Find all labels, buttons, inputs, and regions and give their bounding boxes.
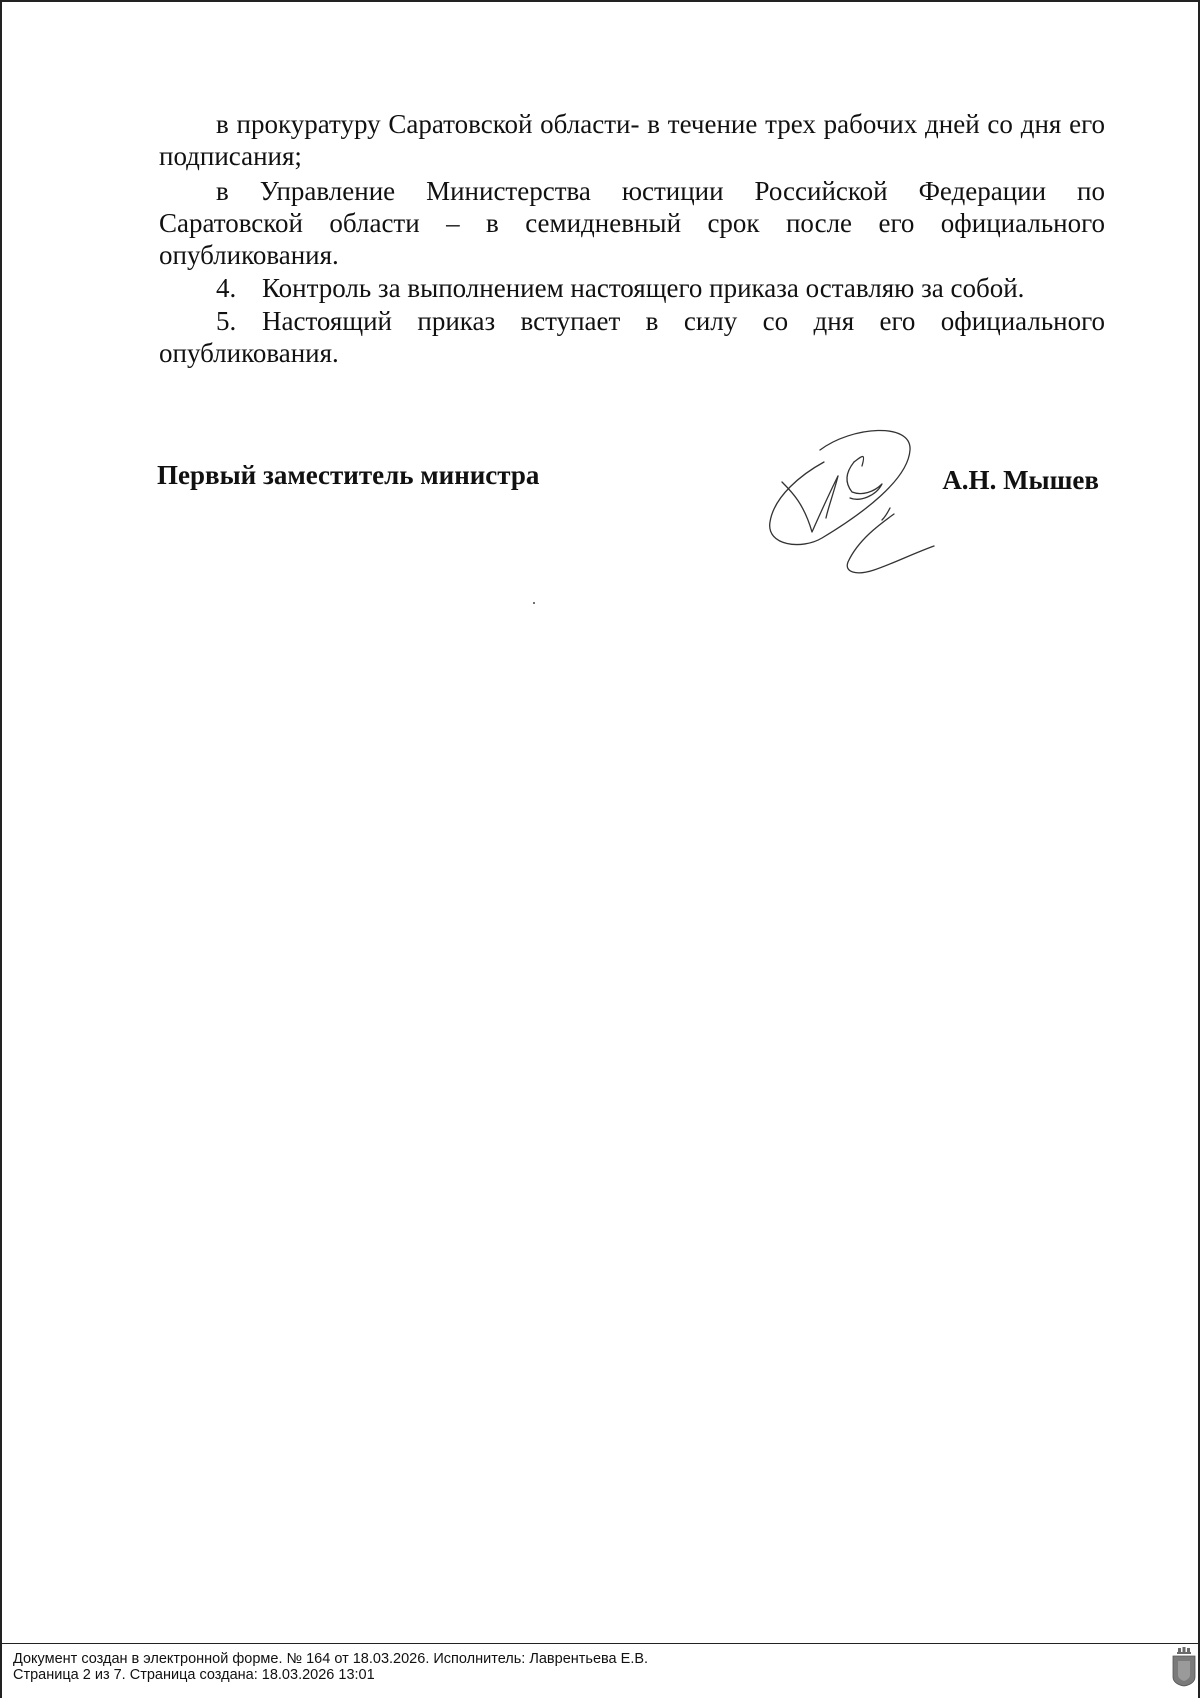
footer-line-2: Страница 2 из 7. Страница создана: 18.03.2026 13:01 (13, 1667, 375, 1683)
paragraph: в прокуратуру Саратовской области- в течение трех рабочих дней со дня его подписания; (159, 109, 1105, 171)
coat-of-arms-icon (1172, 1647, 1196, 1687)
paragraph: в Управление Министерства юстиции Российской Федерации по Саратовской области – в семидневный срок после его официального опубликования. (159, 176, 1105, 270)
signatory-position: Первый заместитель министра (157, 460, 540, 490)
footer-text (13, 1651, 648, 1683)
scan-speck (533, 602, 535, 604)
numbered-item (159, 272, 1105, 304)
document-body (159, 108, 1105, 369)
item-text: Контроль за выполнением настоящего приказа оставляю за собой. (262, 273, 1025, 303)
item-number: 4. (216, 273, 237, 303)
signatory-name: А.Н. Мышев (942, 465, 1099, 495)
numbered-item (159, 305, 1105, 369)
document-footer (2, 1643, 1200, 1700)
item-text: Настоящий приказ вступает в силу со дня его официального опубликования. (159, 306, 1105, 368)
footer-line-1: Документ создан в электронной форме. № 164 от 18.03.2026. Исполнитель: Лаврентьева Е.В. (13, 1651, 649, 1667)
handwritten-signature-icon (762, 422, 942, 582)
item-number: 5. (216, 306, 237, 336)
